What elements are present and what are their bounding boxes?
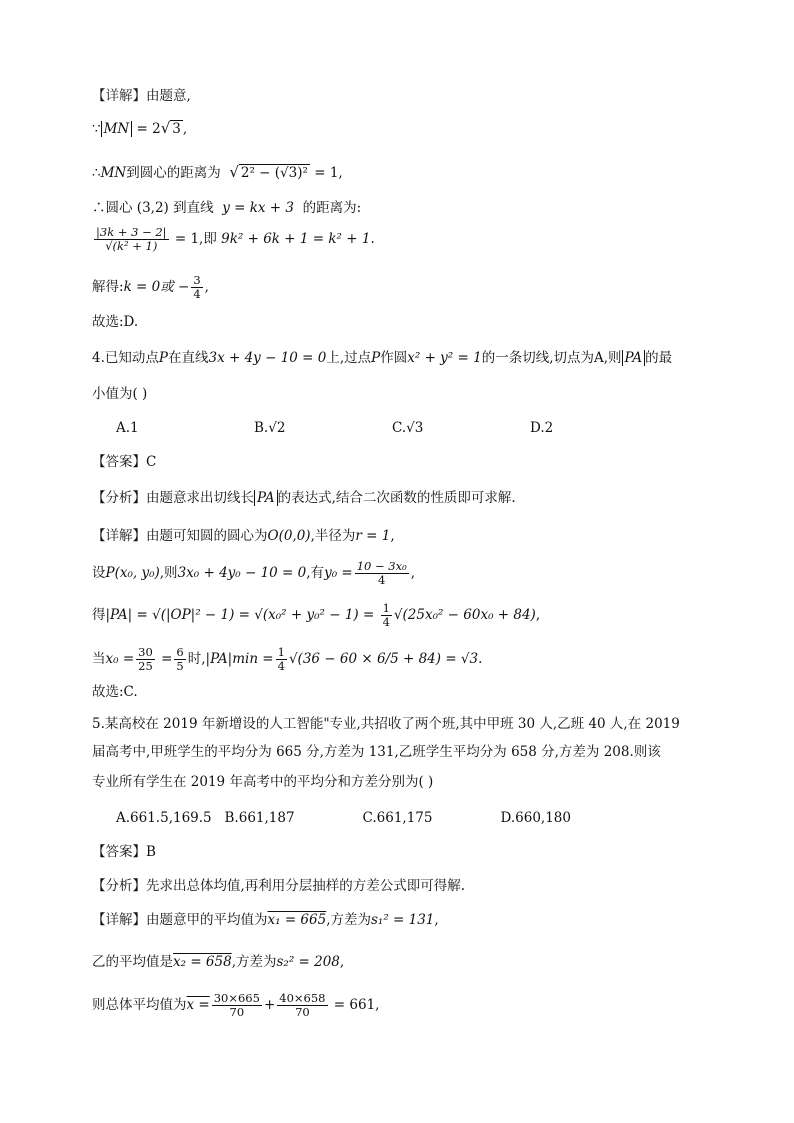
analysis-4: 【分析】由题意求出切线长 PA 的表达式,结合二次函数的性质即可求解. [92,490,516,506]
line-center-to-line: ∴圆心 (3,2) 到直线 y = kx + 3 的距离为: [92,200,362,216]
option-b: B.√2 [254,420,286,436]
option-d: D.660,180 [500,810,571,826]
option-c: C.661,175 [362,810,433,826]
answer-4: 【答案】C [92,454,157,470]
question-5-line-3: 专业所有学生在 2019 年高考中的平均分和方差分别为( ) [92,774,434,790]
question-5-options [116,808,571,828]
detail-4-line-3: 得|PA| = √(|OP|² − 1) = √(x₀² + y₀² − 1) = $\frac{1}{4}$ √(25x₀² − 60x₀ + 84), [92,601,541,629]
line-solve-k: 解得:k = 0或 − $\frac{3}{4}$ , [92,273,209,301]
question-5-line-2: 届高考中,甲班学生的平均分为 665 分,方差为 131,乙班学生平均分为 658 分,方差为 208.则该 [92,744,661,760]
option-b: B.661,187 [224,810,295,826]
answer-5: 【答案】B [92,844,156,860]
detail-4-line-4: 当x₀ = $\frac{30}{25}$ = $\frac{6}{5}$ 时,|PA|min = $\frac{1}{4}$ √(36 − 60 × 6/5 + 84) = √3. [92,645,483,673]
option-a: A.1 [116,420,139,436]
question-4-line-1: 4.已知动点P在直线3x + 4y − 10 = 0上,过点P作圆x² + y² = 1的一条切线,切点为A,则 PA 的最 [92,350,673,366]
detail-5-line-3: 则总体平均值为x = $\frac{30\times 665}{70}$ + $\frac{40\times 658}{70}$ = 661, [92,991,380,1019]
question-4-line-2: 小值为( ) [92,386,148,402]
detail-4-line-1: 【详解】由题可知圆的圆心为O(0,0),半径为r = 1, [92,528,395,544]
detail-tag: 【详解】 [92,88,146,104]
line-select-d: 故选:D. [92,314,139,330]
line-distance-equation: $\frac{|3k + 3 - 2|}{\text{√(k² + 1)}}$ = 1,即 9k² + 6k + 1 = k² + 1. [96,225,375,253]
option-c: C.√3 [392,420,424,436]
line-distance-center: ∴MN到圆心的距离为 √ 2² − (√3)² = 1, [92,163,343,181]
line-select-c: 故选:C. [92,684,138,700]
line-mn-length: ∵ MN = 2√ 3 , [92,119,188,137]
detail-5-line-2: 乙的平均值是x₂ = 658,方差为s₂² = 208, [92,954,345,970]
line-detail-intro: 【详解】由题意, [92,88,191,104]
question-5-line-1: 5.某高校在 2019 年新增设的人工智能"专业,共招收了两个班,其中甲班 30 人,乙班 40 人,在 2019 [92,716,680,732]
option-a: A.661.5,169.5 [116,810,212,826]
analysis-5: 【分析】先求出总体均值,再利用分层抽样的方差公式即可得解. [92,878,466,894]
option-d: D.2 [530,420,554,436]
question-4-options [116,418,668,438]
vector-mn: MN [101,121,133,137]
detail-5-line-1: 【详解】由题意甲的平均值为x₁ = 665,方差为s₁² = 131, [92,912,439,928]
detail-4-line-2: 设P(x₀, y₀),则3x₀ + 4y₀ − 10 = 0,有y₀ = $\frac{\text{10 − 3x₀}}{4}$ , [92,559,416,587]
